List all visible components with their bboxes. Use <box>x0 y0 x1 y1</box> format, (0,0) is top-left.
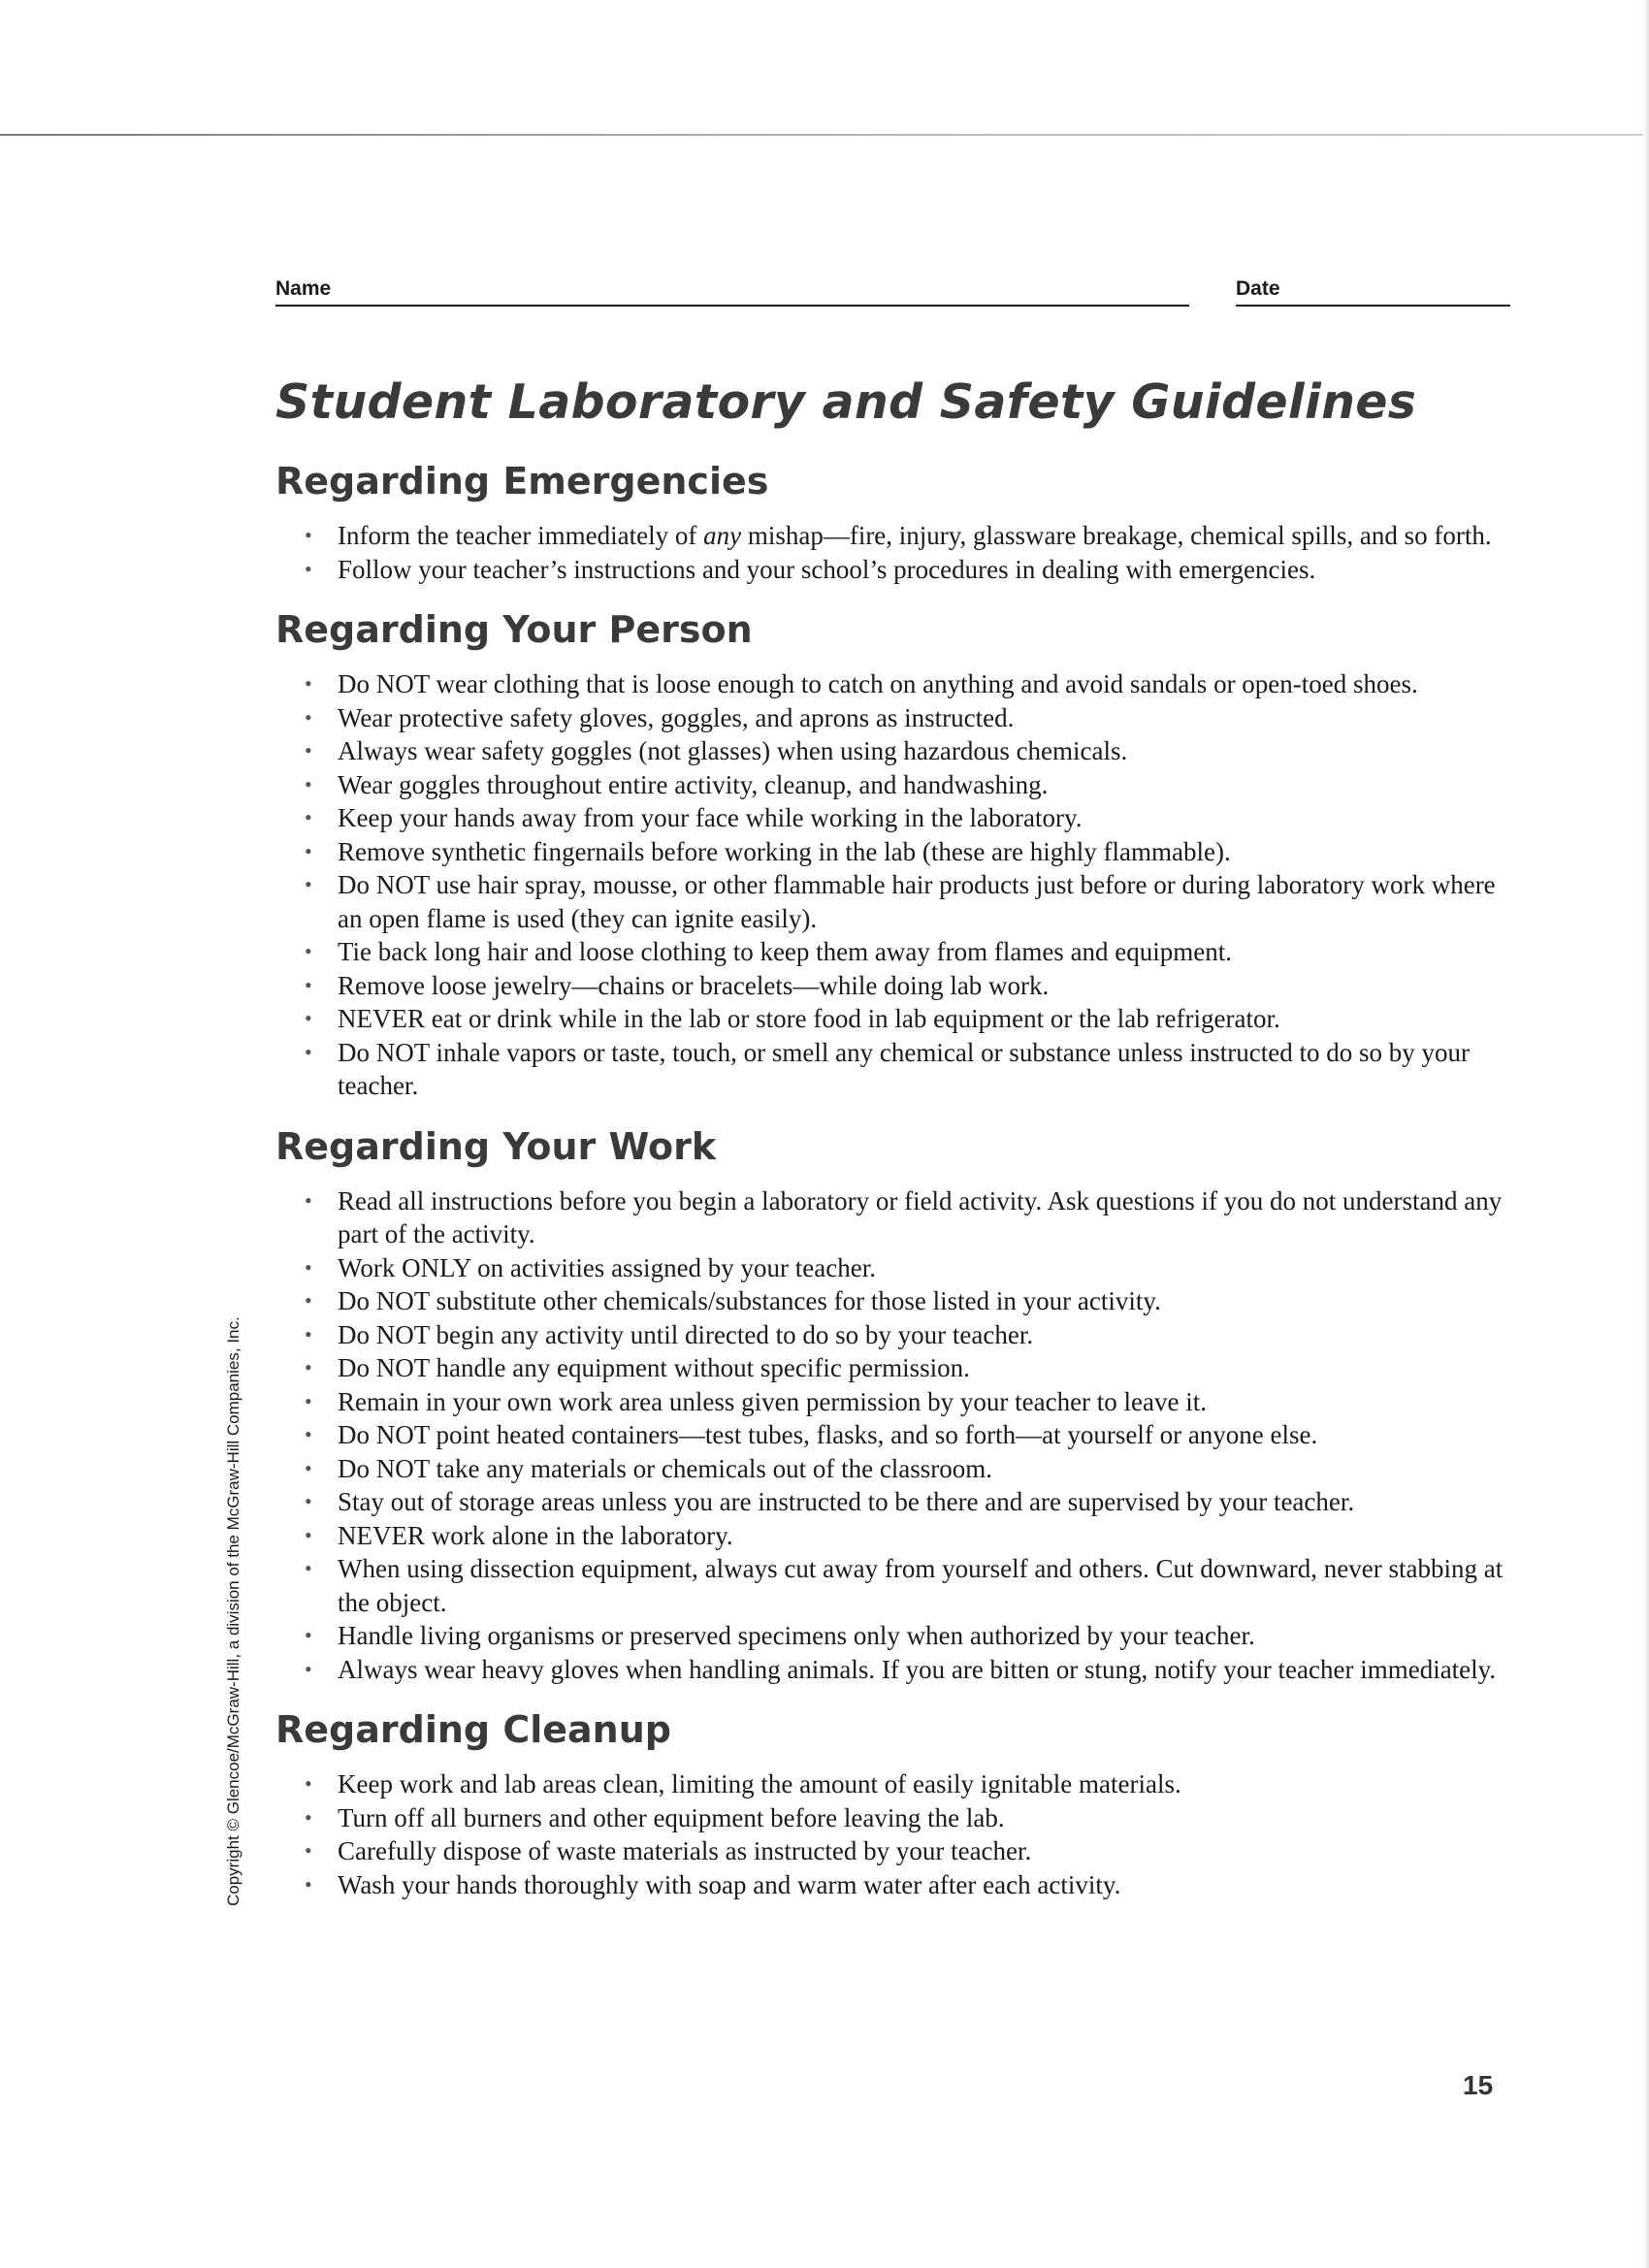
list-item: • Do NOT substitute other chemicals/substances for those listed in your activity. <box>338 1284 1513 1318</box>
list-item: • Do NOT use hair spray, mousse, or other flammable hair products just before or during laboratory work where an open flame is used (they can ignite easily). <box>338 868 1513 935</box>
scan-page-edge <box>1643 0 1649 2268</box>
list-item: • Work ONLY on activities assigned by your teacher. <box>338 1251 1513 1285</box>
list-item: • Remain in your own work area unless given permission by your teacher to leave it. <box>338 1385 1513 1419</box>
section-your-person <box>275 605 1513 1103</box>
date-field-line[interactable] <box>1236 305 1510 307</box>
list-item: • Read all instructions before you begin a laboratory or field activity. Ask questions if you do not understand any part of the activity. <box>338 1184 1513 1251</box>
list-item: • Always wear safety goggles (not glasses) when using hazardous chemicals. <box>338 734 1513 768</box>
list-item: • Inform the teacher immediately of any mishap—fire, injury, glassware breakage, chemical spills, and so forth. <box>338 519 1513 553</box>
list-item: • Do NOT inhale vapors or taste, touch, or smell any chemical or substance unless instructed to do so by your teacher. <box>338 1036 1513 1103</box>
bullet-list <box>275 519 1513 586</box>
list-item: • Wash your hands thoroughly with soap and warm water after each activity. <box>338 1868 1513 1902</box>
list-item: • When using dissection equipment, always cut away from yourself and others. Cut downward, never stabbing at the object. <box>338 1552 1513 1619</box>
list-item: • Do NOT wear clothing that is loose enough to catch on anything and avoid sandals or open-toed shoes. <box>338 667 1513 701</box>
list-item: • Carefully dispose of waste materials as instructed by your teacher. <box>338 1834 1513 1868</box>
list-item: • Do NOT point heated containers—test tubes, flasks, and so forth—at yourself or anyone else. <box>338 1418 1513 1452</box>
list-item: • Remove synthetic fingernails before working in the lab (these are highly flammable). <box>338 835 1513 869</box>
copyright-notice: Copyright © Glencoe/McGraw-Hill, a division of the McGraw-Hill Companies, Inc. <box>224 1316 242 1906</box>
page-title: Student Laboratory and Safety Guidelines <box>275 374 1417 430</box>
list-item: • Tie back long hair and loose clothing to keep them away from flames and equipment. <box>338 935 1513 969</box>
list-item: • Stay out of storage areas unless you are instructed to be there and are supervised by your teacher. <box>338 1485 1513 1519</box>
list-item: • Keep work and lab areas clean, limiting the amount of easily ignitable materials. <box>338 1767 1513 1801</box>
list-item: • Turn off all burners and other equipment before leaving the lab. <box>338 1801 1513 1835</box>
section-your-work <box>275 1122 1513 1687</box>
list-item: • NEVER work alone in the laboratory. <box>338 1519 1513 1553</box>
list-item: • Do NOT begin any activity until directed to do so by your teacher. <box>338 1318 1513 1352</box>
section-heading: Regarding Your Work <box>275 1124 717 1168</box>
list-item: • Follow your teacher’s instructions and your school’s procedures in dealing with emergencies. <box>338 553 1513 587</box>
list-item: • Remove loose jewelry—chains or bracelets—while doing lab work. <box>338 969 1513 1003</box>
section-cleanup <box>275 1705 1513 1901</box>
page-number: 15 <box>1463 2070 1494 2100</box>
list-item: • Handle living organisms or preserved specimens only when authorized by your teacher. <box>338 1619 1513 1653</box>
section-heading: Regarding Your Person <box>275 608 753 651</box>
bullet-list <box>275 667 1513 1103</box>
list-item: • Keep your hands away from your face while working in the laboratory. <box>338 801 1513 835</box>
section-heading: Regarding Cleanup <box>275 1708 671 1751</box>
list-item: • Wear goggles throughout entire activity, cleanup, and handwashing. <box>338 768 1513 802</box>
section-emergencies <box>275 457 1513 586</box>
document-body <box>275 374 1513 1921</box>
name-label: Name <box>275 277 332 300</box>
list-item: • Do NOT take any materials or chemicals out of the classroom. <box>338 1452 1513 1486</box>
list-item: • Do NOT handle any equipment without specific permission. <box>338 1351 1513 1385</box>
date-label: Date <box>1236 277 1280 300</box>
bullet-list <box>275 1184 1513 1687</box>
name-date-header <box>275 277 1510 307</box>
scan-fold-line <box>0 134 1649 136</box>
bullet-list <box>275 1767 1513 1901</box>
list-item: • Wear protective safety gloves, goggles, and aprons as instructed. <box>338 701 1513 735</box>
section-heading: Regarding Emergencies <box>275 460 769 502</box>
list-item: • NEVER eat or drink while in the lab or store food in lab equipment or the lab refrigerator. <box>338 1002 1513 1036</box>
name-field-line[interactable] <box>275 305 1189 307</box>
list-item: • Always wear heavy gloves when handling animals. If you are bitten or stung, notify your teacher immediately. <box>338 1653 1513 1687</box>
